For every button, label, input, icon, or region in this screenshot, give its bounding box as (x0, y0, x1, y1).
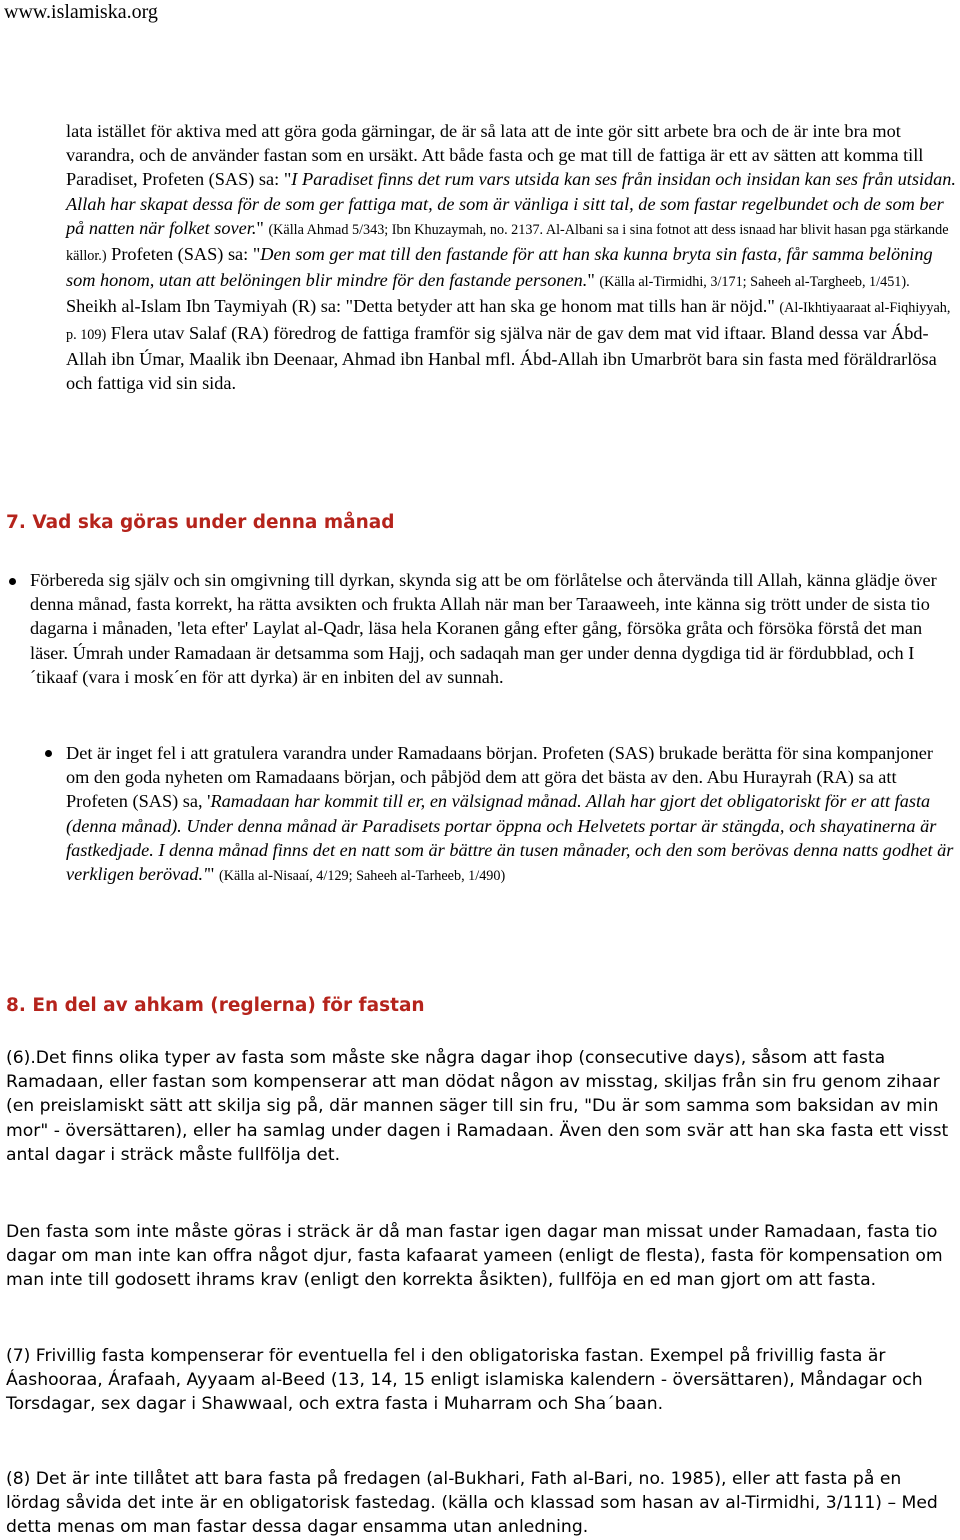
hadith-quote: Den som ger mat till den fastande för att han ska kunna bryta sin fasta, får samma belöning som honom, utan att belöningen blir mindre för den fastande personen. (66, 244, 933, 291)
source-citation: (Källa al-Tirmidhi, 3/171; Saheeh al-Targheeb, 1/451). (599, 274, 910, 291)
paragraph-text: Sheikh al-Islam Ibn Taymiyah (R) sa: "Detta betyder att han ska ge honom mat tills han är nöjd." (66, 296, 780, 317)
list-item-text: Det är inget fel i att gratulera varandra under Ramadaans början. Profeten (SAS) brukade berätta för sina kompanjoner om den goda nyheten om Ramadaans början, och påbjöd dem att göra det bästa av den. Abu Hurayrah (RA) sa att Profeten (SAS) sa, ' (66, 743, 934, 812)
ruling-paragraph-7: (7) Frivillig fasta kompenserar för eventuella fel i den obligatoriska fastan. Exempel på frivillig fasta är Áashooraa, Árafaah, Ayyaam al-Beed (13, 14, 15 enligt islamiska kalendern - översättaren), Måndagar och Torsdagar, sex dagar i Shawwaal, och extra fasta i Muharram och Sha´baan. (6, 1346, 923, 1415)
quote-close: " (587, 270, 600, 291)
source-citation: (Al-Ikhtiyaaraat al-Fiqhiyyah, p. 109) (66, 300, 951, 343)
paragraph-text: lata istället för aktiva med att göra goda gärningar, de är så lata att de inte gör sitt arbete bra och de är inte bra mot varandra, och de använder fastan som en ursäkt. Att både fasta och ge mat till de fattiga är ett av sätten att komma till Paradiset, Profeten (SAS) sa: " (66, 121, 924, 190)
ruling-paragraph-8: (8) Det är inte tillåtet att bara fasta på fredagen (al-Bukhari, Fath al-Bari, no. 1985), eller att fasta på en lördag såvida det inte är en obligatorisk fastedag. (källa och klassad som hasan av al-Tirmidhi, 3/111) – Med detta menas om man fastar dessa dagar ensamma utan anledning. (6, 1469, 938, 1538)
hadith-quote: Ramadaan har kommit till er, en välsignad månad. Allah har gjort det obligatoriskt för er att fasta (denna månad). Under denna månad är Paradisets portar öppna och Helvetets portar är stängda, och shayatinerna är fastkedjade. I denna månad finns det en natt som är bättre än tusen månader, och den som berövas denna natts godhet är verkligen berövad.' (66, 791, 954, 885)
quote-close: " (206, 864, 220, 885)
paragraph-text: Profeten (SAS) sa: " (106, 244, 261, 265)
bullet-dot-icon (9, 578, 16, 585)
site-url-header: www.islamiska.org (4, 1, 158, 23)
bullet-dot-icon (45, 750, 52, 757)
hadith-quote: I Paradiset finns det rum vars utsida kan ses från insidan och insidan kan ses från utsidan. Allah har skapat dessa för de som ger fattiga mat, de som är vänliga i sitt tal, de som fastar regelbundet och de som ber på natten när folket sover. (66, 169, 957, 238)
list-item (66, 741, 956, 888)
paragraph-text: Flera utav Salaf (RA) föredrog de fattiga framför sig själva när de gav dem mat vid iftaar. Bland dessa var Ábd-Allah ibn Úmar, Maalik ibn Deenaar, Ahmad ibn Hanbal mfl. Ábd-Allah ibn Umarbröt bara sin fasta med föräldrarlösa och fattiga vid sin sida. (66, 322, 937, 394)
ruling-paragraph-6: (6).Det finns olika typer av fasta som måste ske några dagar ihop (consecutive days), såsom att fasta Ramadaan, eller fastan som kompenserar att man dödat någon av misstag, skiljas från sin fru genom zihaar (en preislamiskt sätt att skilja sig på, där mannen säger till sin fru, "Du är som samma som baksidan av min mor" - översättaren), eller ha samlag under dagen i Ramadaan. Även den som svär att han ska fasta ett visst antal dagar i sträck måste fullfölja det. (6, 1048, 949, 1165)
quote-close: " (256, 217, 269, 238)
section-heading-7: 7. Vad ska göras under denna månad (6, 512, 395, 533)
article-paragraph (66, 119, 956, 395)
source-citation: (Källa Ahmad 5/343; Ibn Khuzaymah, no. 2137. Al-Albani sa i sina fotnot att dess isnaad har blivit hasan pga stärkande källor.) (66, 221, 949, 265)
section-heading-8: 8. En del av ahkam (reglerna) för fastan (6, 995, 425, 1016)
ruling-paragraph-continued: Den fasta som inte måste göras i sträck är då man fastar igen dagar man missat under Ramadaan, fasta tio dagar om man inte kan offra något djur, fasta kafaarat yameen (enligt de flesta), fasta för kompensation om man inte till godosett ihrams krav (enligt den korrekta åsikten), fullföja en ed man gjort om att fasta. (6, 1222, 943, 1291)
source-citation: (Källa al-Nisaaí, 4/129; Saheeh al-Tarheeb, 1/490) (219, 868, 506, 885)
list-item: Förbereda sig själv och sin omgivning till dyrkan, skynda sig att be om förlåtelse och återvända till Allah, känna glädje över denna månad, fasta korrekt, ha rätta avsikten och frukta Allah när man ber Taraaweeh, inte känna sig trött under de sista tio dagarna i månaden, 'leta efter' Laylat al-Qadr, läsa hela Koranen gång efter gång, försöka gråta och försöka förstå det man läser. Úmrah under Ramadaan är detsamma som Hajj, och sadaqah man ger under denna dygdiga tid är fördubblad, och I´tikaaf (vara i mosk´en för att dyrka) är en inbiten del av sunnah. (30, 570, 937, 687)
